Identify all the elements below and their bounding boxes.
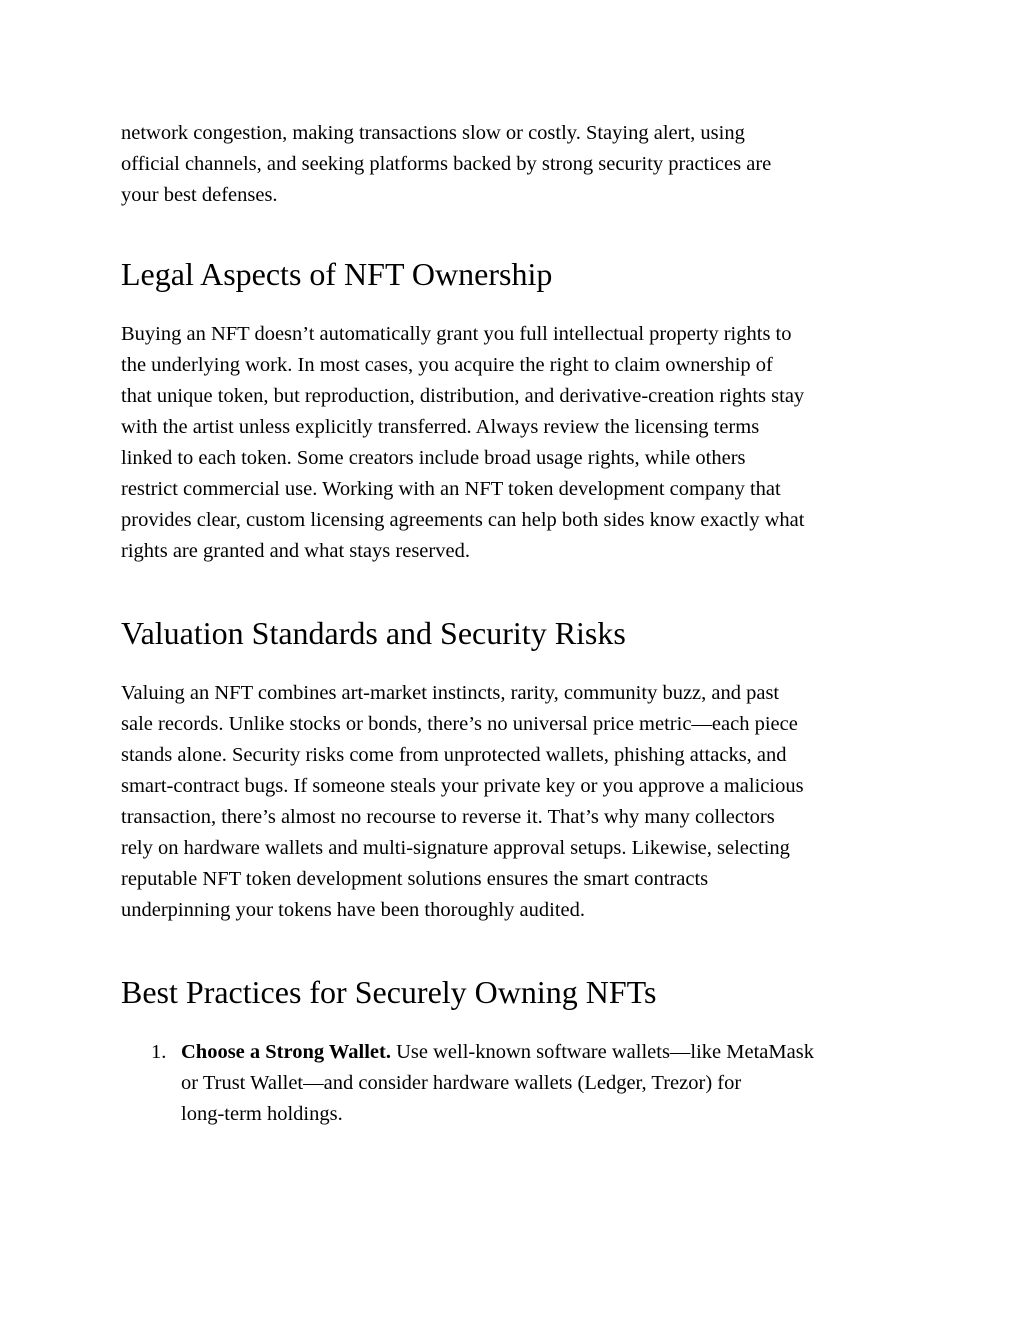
section-heading-best-practices: Best Practices for Securely Owning NFTs <box>121 974 657 1010</box>
text-line: linked to each token. Some creators include broad usage rights, while others <box>121 447 746 469</box>
text-line <box>181 1037 911 1068</box>
intro-paragraph <box>121 118 911 211</box>
text-line: transaction, there’s almost no recourse to reverse it. That’s why many collectors <box>121 806 775 828</box>
text-line: with the artist unless explicitly transferred. Always review the licensing terms <box>121 416 760 438</box>
text-line: rights are granted and what stays reserved. <box>121 540 470 562</box>
best-practices-list <box>121 1037 911 1130</box>
legal-paragraph <box>121 319 911 567</box>
document-page <box>121 118 911 1146</box>
text-line: Buying an NFT doesn’t automatically grant you full intellectual property rights to <box>121 323 792 345</box>
valuation-paragraph <box>121 678 911 926</box>
text-line: stands alone. Security risks come from unprotected wallets, phishing attacks, and <box>121 744 787 766</box>
text-line: your best defenses. <box>121 184 278 206</box>
text-line: network congestion, making transactions slow or costly. Staying alert, using <box>121 122 745 144</box>
text-line: reputable NFT token development solutions ensures the smart contracts <box>121 868 709 890</box>
section-heading-valuation: Valuation Standards and Security Risks <box>121 615 626 651</box>
text-line: restrict commercial use. Working with an NFT token development company that <box>121 478 781 500</box>
list-item-number: 1. <box>151 1041 167 1063</box>
text-line: underpinning your tokens have been thoroughly audited. <box>121 899 585 921</box>
text-line: sale records. Unlike stocks or bonds, there’s no universal price metric—each piece <box>121 713 798 735</box>
text-line: that unique token, but reproduction, distribution, and derivative‑creation rights stay <box>121 385 805 407</box>
text-line: official channels, and seeking platforms backed by strong security practices are <box>121 153 772 175</box>
list-item-text: Use well‑known software wallets—like MetaMask <box>390 1041 814 1063</box>
list-item-title: Choose a Strong Wallet. <box>181 1041 391 1063</box>
list-item <box>121 1037 911 1130</box>
text-line: or Trust Wallet—and consider hardware wallets (Ledger, Trezor) for <box>181 1072 742 1094</box>
text-line: the underlying work. In most cases, you acquire the right to claim ownership of <box>121 354 773 376</box>
text-line: Valuing an NFT combines art‑market instincts, rarity, community buzz, and past <box>121 682 780 704</box>
text-line: long‑term holdings. <box>181 1103 343 1125</box>
text-line: smart‑contract bugs. If someone steals your private key or you approve a malicious <box>121 775 804 797</box>
text-line: provides clear, custom licensing agreements can help both sides know exactly what <box>121 509 805 531</box>
text-line: rely on hardware wallets and multi‑signature approval setups. Likewise, selecting <box>121 837 790 859</box>
section-heading-legal: Legal Aspects of NFT Ownership <box>121 256 553 292</box>
